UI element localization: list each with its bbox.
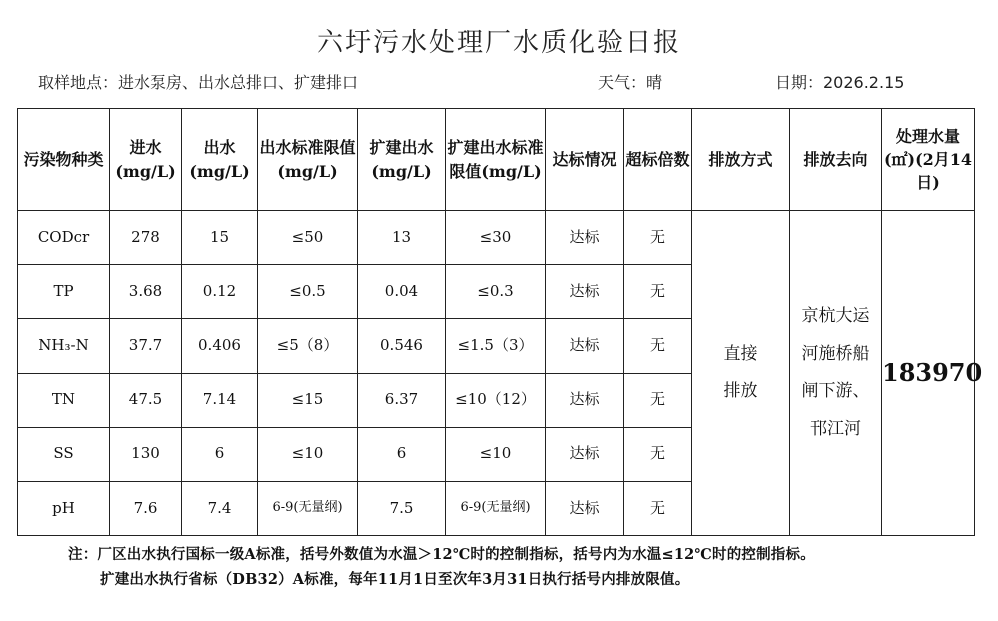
sampling-location: 取样地点：进水泵房、出水总排口、扩建排口 [38,73,359,92]
cell-discharge-destination: 京杭大运河施桥船闸下游、邗江河 [790,211,882,536]
cell-influent: 37.7 [110,319,182,373]
cell-influent: 130 [110,427,182,481]
header-expansion-limit: 扩建出水标准限值(mg/L) [446,109,546,211]
cell-effluent: 7.4 [182,481,258,535]
table-header-row [18,109,975,211]
footnote-line-2: 扩建出水执行省标（DB32）A标准，每年11月1日至次年3月31日执行括号内排放限值。 [100,571,690,588]
cell-effluent-limit: ≤15 [258,373,358,427]
cell-expansion-limit: ≤30 [446,211,546,265]
cell-exceed: 无 [624,211,692,265]
cell-effluent: 6 [182,427,258,481]
cell-treatment-volume: 183970 [882,211,975,536]
report-title: 六圩污水处理厂水质化验日报 [316,28,681,58]
cell-effluent-limit: ≤50 [258,211,358,265]
cell-effluent-limit: ≤5（8） [258,319,358,373]
cell-expansion-effluent: 0.546 [358,319,446,373]
header-treatment-volume: 处理水量(㎡)(2月14日) [882,109,975,211]
cell-compliance: 达标 [546,211,624,265]
cell-expansion-effluent: 7.5 [358,481,446,535]
cell-compliance: 达标 [546,481,624,535]
cell-effluent: 0.406 [182,319,258,373]
header-compliance: 达标情况 [546,109,624,211]
header-exceed-multiple: 超标倍数 [624,109,692,211]
cell-effluent-limit: ≤0.5 [258,265,358,319]
header-influent: 进水(mg/L) [110,109,182,211]
cell-exceed: 无 [624,373,692,427]
cell-pollutant: pH [18,481,110,535]
cell-effluent: 0.12 [182,265,258,319]
report-date: 日期：2026.2.15 [775,73,905,92]
cell-expansion-effluent: 6.37 [358,373,446,427]
cell-expansion-limit: ≤10 [446,427,546,481]
cell-influent: 3.68 [110,265,182,319]
cell-expansion-limit: ≤10（12） [446,373,546,427]
cell-compliance: 达标 [546,319,624,373]
cell-compliance: 达标 [546,373,624,427]
header-discharge-method: 排放方式 [692,109,790,211]
cell-effluent: 15 [182,211,258,265]
cell-exceed: 无 [624,319,692,373]
cell-expansion-effluent: 6 [358,427,446,481]
header-effluent-limit: 出水标准限值(mg/L) [258,109,358,211]
cell-pollutant: SS [18,427,110,481]
cell-discharge-method: 直接排放 [692,211,790,536]
cell-pollutant: CODcr [18,211,110,265]
cell-effluent-limit: 6-9(无量纲) [258,481,358,535]
cell-exceed: 无 [624,265,692,319]
table-row [18,211,975,265]
cell-pollutant: NH₃-N [18,319,110,373]
cell-compliance: 达标 [546,427,624,481]
header-pollutant: 污染物种类 [18,109,110,211]
cell-pollutant: TP [18,265,110,319]
cell-exceed: 无 [624,427,692,481]
weather: 天气：晴 [598,73,663,92]
cell-expansion-limit: 6-9(无量纲) [446,481,546,535]
cell-effluent: 7.14 [182,373,258,427]
cell-expansion-effluent: 13 [358,211,446,265]
cell-expansion-limit: ≤1.5（3） [446,319,546,373]
cell-influent: 278 [110,211,182,265]
footnote-line-1: 注：厂区出水执行国标一级A标准，括号外数值为水温＞12℃时的控制指标，括号内为水温≤12℃时的控制指标。 [68,546,815,563]
cell-expansion-effluent: 0.04 [358,265,446,319]
header-expansion-effluent: 扩建出水(mg/L) [358,109,446,211]
header-discharge-destination: 排放去向 [790,109,882,211]
header-effluent: 出水(mg/L) [182,109,258,211]
cell-expansion-limit: ≤0.3 [446,265,546,319]
cell-effluent-limit: ≤10 [258,427,358,481]
cell-exceed: 无 [624,481,692,535]
cell-compliance: 达标 [546,265,624,319]
cell-influent: 47.5 [110,373,182,427]
cell-influent: 7.6 [110,481,182,535]
water-quality-table [17,108,983,536]
cell-pollutant: TN [18,373,110,427]
